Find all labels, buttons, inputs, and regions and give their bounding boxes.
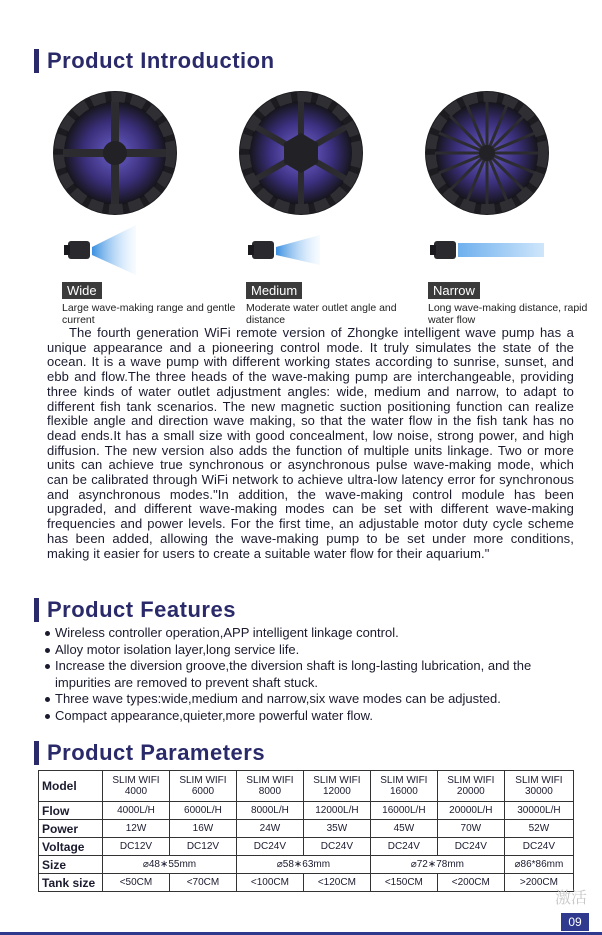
table-cell: 35W — [303, 820, 370, 838]
feature-item: Wireless controller operation,APP intelligent linkage control. — [44, 625, 584, 642]
table-cell: 16W — [169, 820, 236, 838]
table-cell: DC24V — [236, 838, 303, 856]
table-cell: SLIM WIFI 20000 — [437, 771, 504, 802]
table-cell: <100CM — [236, 874, 303, 892]
table-cell: 12W — [103, 820, 170, 838]
mode-tag: Wide — [62, 282, 102, 299]
intro-heading — [34, 48, 275, 74]
table-cell: DC12V — [103, 838, 170, 856]
mode-tag: Medium — [246, 282, 302, 299]
table-cell: 70W — [437, 820, 504, 838]
table-cell: SLIM WIFI 8000 — [236, 771, 303, 802]
table-cell: ⌀48∗55mm — [103, 856, 237, 874]
table-cell: <50CM — [103, 874, 170, 892]
table-row — [39, 856, 574, 874]
intro-title: Product Introduction — [47, 48, 275, 73]
table-cell: <150CM — [370, 874, 437, 892]
mode-tag: Narrow — [428, 282, 480, 299]
mode-desc: Large wave-making range and gentle current — [62, 302, 236, 326]
features-title: Product Features — [47, 597, 236, 622]
table-cell: <200CM — [437, 874, 504, 892]
mode-desc: Long wave-making distance, rapid water flow — [428, 302, 588, 326]
table-cell: 12000L/H — [303, 802, 370, 820]
table-cell: ⌀58∗63mm — [236, 856, 370, 874]
table-row — [39, 802, 574, 820]
heading-bar — [34, 598, 39, 622]
table-cell: SLIM WIFI 12000 — [303, 771, 370, 802]
table-cell: DC24V — [303, 838, 370, 856]
table-cell: <120CM — [303, 874, 370, 892]
narrow-head-image — [422, 88, 552, 218]
wide-head-image — [50, 88, 180, 218]
params-table — [38, 770, 574, 892]
table-cell: 4000L/H — [103, 802, 170, 820]
table-cell: ⌀86*86mm — [504, 856, 573, 874]
intro-paragraph: The fourth generation WiFi remote version of Zhongke intelligent wave pump has a unique appearance and a pioneering control mode. It truly simulates the state of the ocean. It is a wave pump with different working states according to sunrise, sunset, and ebb and flow.The three heads of the wave-making pump are interchangeable, providing three kinds of water outlet adjustment angles: wide, medium and narrow, to adapt to different fish tank scenarios. The new magnetic suction positioning function can realize flexible angle and direction wave making, so that the water flow in the fish tank has no dead ends.It has a small size with good concealment, low noise, strong power, and high diffusion. The new version also adds the function of multiple units linkage. Two or more units can achieve true synchronous or asynchronous pulse wave-making mode, which can be calibrated through WiFi network to achieve ultra-low latency error for synchronous and asynchronous modes."In addition, the wave-making control module has been upgraded, and different wave-making modes can be set with different wave-making frequencies and power levels. For the first time, an adjustable motor duty cycle scheme has been added, allowing the wave-making pump to be set under more conditions, making it easier for users to create a suitable water flow for their aquarium." — [47, 325, 574, 561]
mode-narrow — [428, 225, 602, 326]
table-cell: 20000L/H — [437, 802, 504, 820]
table-cell: SLIM WIFI 4000 — [103, 771, 170, 802]
heading-bar — [34, 741, 39, 765]
table-cell: DC24V — [370, 838, 437, 856]
table-cell: 6000L/H — [169, 802, 236, 820]
row-label: Flow — [39, 802, 103, 820]
row-label: Power — [39, 820, 103, 838]
table-cell: SLIM WIFI 16000 — [370, 771, 437, 802]
table-cell: DC12V — [169, 838, 236, 856]
feature-item: Alloy motor isolation layer,long service life. — [44, 642, 584, 659]
row-label: Voltage — [39, 838, 103, 856]
table-row — [39, 771, 574, 802]
features-list — [44, 625, 584, 724]
narrow-flow-icon — [428, 225, 548, 275]
table-cell: ⌀72∗78mm — [370, 856, 504, 874]
medium-flow-icon — [246, 225, 326, 275]
params-heading — [34, 740, 265, 766]
params-title: Product Parameters — [47, 740, 266, 765]
page-number: 09 — [561, 913, 589, 931]
table-cell: DC24V — [504, 838, 573, 856]
mode-desc: Moderate water outlet angle and distance — [246, 302, 397, 326]
table-cell: 45W — [370, 820, 437, 838]
table-cell: 52W — [504, 820, 573, 838]
table-cell: 24W — [236, 820, 303, 838]
table-cell: >200CM — [504, 874, 573, 892]
table-row — [39, 820, 574, 838]
heading-bar — [34, 49, 39, 73]
feature-item: Increase the diversion groove,the diversion shaft is long-lasting lubrication, and the impurities are removed to prevent shaft stuck. — [44, 658, 584, 691]
mode-wide — [62, 225, 242, 326]
table-cell: 8000L/H — [236, 802, 303, 820]
wide-flow-icon — [62, 225, 142, 275]
feature-item: Compact appearance,quieter,more powerful water flow. — [44, 708, 584, 725]
table-cell: DC24V — [437, 838, 504, 856]
row-label: Model — [39, 771, 103, 802]
table-cell: 30000L/H — [504, 802, 573, 820]
mode-medium — [246, 225, 426, 326]
table-cell: 16000L/H — [370, 802, 437, 820]
feature-item: Three wave types:wide,medium and narrow,six wave modes can be adjusted. — [44, 691, 584, 708]
table-row — [39, 838, 574, 856]
table-cell: SLIM WIFI 30000 — [504, 771, 573, 802]
watermark: 激活 — [555, 890, 588, 907]
row-label: Tank size — [39, 874, 103, 892]
table-cell: <70CM — [169, 874, 236, 892]
table-row — [39, 874, 574, 892]
pump-heads — [0, 88, 602, 218]
table-cell: SLIM WIFI 6000 — [169, 771, 236, 802]
row-label: Size — [39, 856, 103, 874]
medium-head-image — [236, 88, 366, 218]
features-heading — [34, 597, 236, 623]
